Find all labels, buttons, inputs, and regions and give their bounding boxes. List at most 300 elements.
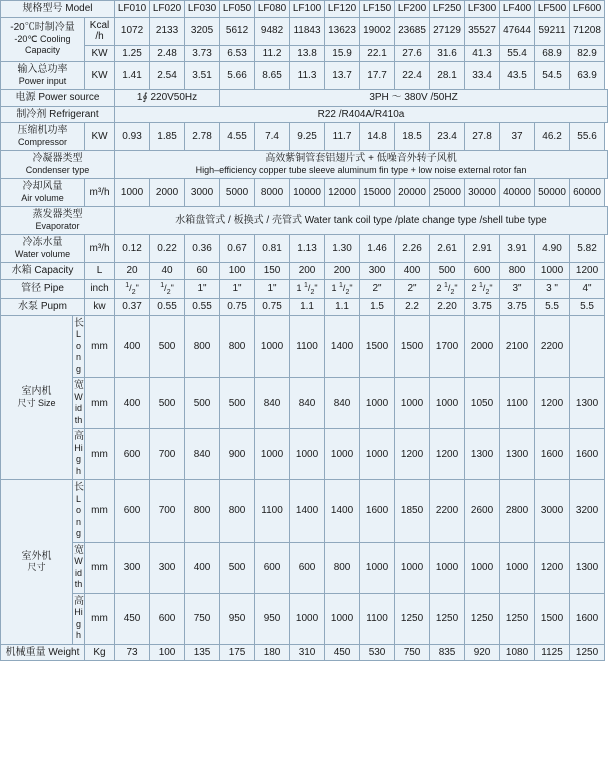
cell-cooling-capacity-0-11: 47644	[500, 17, 535, 45]
cell-pipe-0-5: 1 $^1/_2$"	[290, 279, 325, 299]
row-unit-indoor-size-1: mm	[85, 378, 115, 429]
row-label-condenser-type: 冷凝器类型 Condenser type	[1, 151, 115, 179]
cell-pipe-0-6: 1 $^1/_2$"	[325, 279, 360, 299]
cell-tank-capacity-0-9: 500	[430, 263, 465, 280]
cell-outdoor-size-0-5: 1400	[290, 480, 325, 543]
cell-outdoor-size-1-6: 800	[325, 542, 360, 593]
cell-water-volume-0-10: 2.91	[465, 235, 500, 263]
cell-cooling-capacity-1-5: 13.8	[290, 45, 325, 62]
row-unit-tank-capacity-0: L	[85, 263, 115, 280]
cell-pipe-0-13: 4"	[570, 279, 605, 299]
row-label-cooling-capacity: -20℃时制冷量 -20℃ Cooling Capacity	[1, 17, 85, 62]
cell-tank-capacity-0-0: 20	[115, 263, 150, 280]
cell-tank-capacity-0-12: 1000	[535, 263, 570, 280]
cell-cooling-capacity-0-5: 11843	[290, 17, 325, 45]
cell-indoor-size-2-7: 1000	[360, 429, 395, 480]
cell-outdoor-size-1-1: 300	[150, 542, 185, 593]
cell-pipe-0-1: $^1/_2$"	[150, 279, 185, 299]
table-row	[1, 593, 608, 644]
cell-machine-weight-0-1: 100	[150, 644, 185, 661]
cell-outdoor-size-2-9: 1250	[430, 593, 465, 644]
cell-machine-weight-0-7: 530	[360, 644, 395, 661]
cell-compressor-0-0: 0.93	[115, 123, 150, 151]
cell-indoor-size-2-4: 1000	[255, 429, 290, 480]
cell-outdoor-size-1-9: 1000	[430, 542, 465, 593]
cell-outdoor-size-0-0: 600	[115, 480, 150, 543]
cell-indoor-size-0-7: 1500	[360, 315, 395, 378]
cell-pipe-0-11: 3"	[500, 279, 535, 299]
cell-pipe-0-3: 1"	[220, 279, 255, 299]
cell-cooling-capacity-1-12: 68.9	[535, 45, 570, 62]
cell-air-volume-0-10: 30000	[465, 179, 500, 207]
cell-outdoor-size-0-7: 1600	[360, 480, 395, 543]
cell-compressor-0-12: 46.2	[535, 123, 570, 151]
cell-outdoor-size-0-12: 3000	[535, 480, 570, 543]
cell-tank-capacity-0-10: 600	[465, 263, 500, 280]
cell-machine-weight-0-8: 750	[395, 644, 430, 661]
table-row	[1, 45, 608, 62]
table-row	[1, 429, 608, 480]
cell-compressor-0-5: 9.25	[290, 123, 325, 151]
cell-outdoor-size-2-3: 950	[220, 593, 255, 644]
row-sublabel-outdoor-size-1: 宽 Width	[73, 542, 85, 593]
row-unit-outdoor-size-0: mm	[85, 480, 115, 543]
cell-power-input-0-0: 1.41	[115, 62, 150, 90]
row-label-power-source: 电源 Power source	[1, 90, 115, 107]
cell-outdoor-size-1-5: 600	[290, 542, 325, 593]
cell-outdoor-size-1-4: 600	[255, 542, 290, 593]
cell-power-input-0-12: 54.5	[535, 62, 570, 90]
header-model-LF030: LF030	[185, 1, 220, 18]
cell-pipe-0-12: 3 "	[535, 279, 570, 299]
header-model-LF050: LF050	[220, 1, 255, 18]
cell-indoor-size-0-13	[570, 315, 605, 378]
row-value-power-source-0: 1∮ 220V50Hz	[115, 90, 220, 107]
cell-tank-capacity-0-6: 200	[325, 263, 360, 280]
cell-outdoor-size-2-5: 1000	[290, 593, 325, 644]
cell-outdoor-size-1-8: 1000	[395, 542, 430, 593]
cell-water-pump-0-13: 5.5	[570, 299, 605, 316]
cell-water-volume-0-2: 0.36	[185, 235, 220, 263]
row-unit-pipe-0: inch	[85, 279, 115, 299]
cell-outdoor-size-0-3: 800	[220, 480, 255, 543]
cell-outdoor-size-0-4: 1100	[255, 480, 290, 543]
cell-cooling-capacity-0-8: 23685	[395, 17, 430, 45]
cell-water-pump-0-9: 2.20	[430, 299, 465, 316]
cell-air-volume-0-7: 15000	[360, 179, 395, 207]
cell-cooling-capacity-0-9: 27129	[430, 17, 465, 45]
cell-water-volume-0-12: 4.90	[535, 235, 570, 263]
cell-machine-weight-0-12: 1125	[535, 644, 570, 661]
table-row	[1, 123, 608, 151]
cell-cooling-capacity-1-6: 15.9	[325, 45, 360, 62]
header-model-LF300: LF300	[465, 1, 500, 18]
cell-indoor-size-2-5: 1000	[290, 429, 325, 480]
cell-outdoor-size-1-11: 1000	[500, 542, 535, 593]
cell-outdoor-size-0-2: 800	[185, 480, 220, 543]
cell-outdoor-size-2-0: 450	[115, 593, 150, 644]
cell-machine-weight-0-11: 1080	[500, 644, 535, 661]
cell-indoor-size-0-1: 500	[150, 315, 185, 378]
row-label-indoor-size: 室内机 尺寸 Size	[1, 315, 73, 480]
cell-machine-weight-0-6: 450	[325, 644, 360, 661]
cell-air-volume-0-11: 40000	[500, 179, 535, 207]
cell-outdoor-size-2-1: 600	[150, 593, 185, 644]
cell-pipe-0-7: 2"	[360, 279, 395, 299]
table-row	[1, 644, 608, 661]
cell-outdoor-size-2-6: 1000	[325, 593, 360, 644]
cell-outdoor-size-2-7: 1100	[360, 593, 395, 644]
cell-tank-capacity-0-4: 150	[255, 263, 290, 280]
cell-water-pump-0-8: 2.2	[395, 299, 430, 316]
row-label-water-volume: 冷冻水量 Water volume	[1, 235, 85, 263]
cell-outdoor-size-1-12: 1200	[535, 542, 570, 593]
row-label-compressor: 压缩机功率 Compressor	[1, 123, 85, 151]
cell-cooling-capacity-1-1: 2.48	[150, 45, 185, 62]
cell-cooling-capacity-1-13: 82.9	[570, 45, 605, 62]
cell-air-volume-0-2: 3000	[185, 179, 220, 207]
table-row	[1, 542, 608, 593]
cell-tank-capacity-0-5: 200	[290, 263, 325, 280]
cell-indoor-size-0-4: 1000	[255, 315, 290, 378]
cell-water-volume-0-5: 1.13	[290, 235, 325, 263]
cell-air-volume-0-12: 50000	[535, 179, 570, 207]
row-label-machine-weight: 机械重量 Weight	[1, 644, 85, 661]
cell-indoor-size-0-6: 1400	[325, 315, 360, 378]
cell-water-volume-0-13: 5.82	[570, 235, 605, 263]
cell-compressor-0-7: 14.8	[360, 123, 395, 151]
row-unit-power-input-0: KW	[85, 62, 115, 90]
table-row	[1, 480, 608, 543]
row-value-condenser-type-0: 高效紫铜管套铝翅片式 + 低噪音外转子风机 High–efficiency copper tube sleeve aluminum fin type + low noise external rotor fan	[115, 151, 608, 179]
cell-water-pump-0-3: 0.75	[220, 299, 255, 316]
cell-cooling-capacity-0-7: 19002	[360, 17, 395, 45]
cell-indoor-size-2-9: 1200	[430, 429, 465, 480]
table-row	[1, 151, 608, 179]
cell-machine-weight-0-13: 1250	[570, 644, 605, 661]
cell-indoor-size-0-8: 1500	[395, 315, 430, 378]
cell-indoor-size-2-11: 1300	[500, 429, 535, 480]
cell-outdoor-size-2-12: 1500	[535, 593, 570, 644]
cell-outdoor-size-2-2: 750	[185, 593, 220, 644]
cell-air-volume-0-3: 5000	[220, 179, 255, 207]
cell-cooling-capacity-0-1: 2133	[150, 17, 185, 45]
cell-outdoor-size-2-8: 1250	[395, 593, 430, 644]
table-row	[1, 62, 608, 90]
cell-power-input-0-10: 33.4	[465, 62, 500, 90]
cell-outdoor-size-1-2: 400	[185, 542, 220, 593]
cell-tank-capacity-0-13: 1200	[570, 263, 605, 280]
header-model-LF120: LF120	[325, 1, 360, 18]
cell-power-input-0-3: 5.66	[220, 62, 255, 90]
cell-indoor-size-1-1: 500	[150, 378, 185, 429]
cell-power-input-0-4: 8.65	[255, 62, 290, 90]
cell-indoor-size-1-5: 840	[290, 378, 325, 429]
cell-indoor-size-1-8: 1000	[395, 378, 430, 429]
cell-machine-weight-0-2: 135	[185, 644, 220, 661]
cell-indoor-size-1-6: 840	[325, 378, 360, 429]
cell-cooling-capacity-1-7: 22.1	[360, 45, 395, 62]
cell-pipe-0-2: 1"	[185, 279, 220, 299]
cell-indoor-size-1-13: 1300	[570, 378, 605, 429]
cell-indoor-size-0-2: 800	[185, 315, 220, 378]
table-row	[1, 263, 608, 280]
row-value-refrigerant-0: R22 /R404A/R410a	[115, 106, 608, 123]
table-row	[1, 279, 608, 299]
cell-cooling-capacity-0-0: 1072	[115, 17, 150, 45]
table-row	[1, 90, 608, 107]
row-unit-air-volume-0: m³/h	[85, 179, 115, 207]
row-sublabel-indoor-size-0: 长 Long	[73, 315, 85, 378]
header-model-LF010: LF010	[115, 1, 150, 18]
cell-tank-capacity-0-7: 300	[360, 263, 395, 280]
cell-power-input-0-13: 63.9	[570, 62, 605, 90]
cell-indoor-size-0-12: 2200	[535, 315, 570, 378]
cell-water-volume-0-3: 0.67	[220, 235, 255, 263]
cell-cooling-capacity-1-4: 11.2	[255, 45, 290, 62]
cell-machine-weight-0-3: 175	[220, 644, 255, 661]
cell-water-pump-0-12: 5.5	[535, 299, 570, 316]
row-sublabel-outdoor-size-0: 长 Long	[73, 480, 85, 543]
cell-machine-weight-0-4: 180	[255, 644, 290, 661]
row-unit-indoor-size-0: mm	[85, 315, 115, 378]
cell-cooling-capacity-1-10: 41.3	[465, 45, 500, 62]
cell-outdoor-size-0-10: 2600	[465, 480, 500, 543]
cell-pipe-0-0: $^1/_2$"	[115, 279, 150, 299]
cell-compressor-0-8: 18.5	[395, 123, 430, 151]
cell-outdoor-size-1-0: 300	[115, 542, 150, 593]
cell-outdoor-size-2-13: 1600	[570, 593, 605, 644]
table-row	[1, 299, 608, 316]
cell-machine-weight-0-0: 73	[115, 644, 150, 661]
header-model-LF200: LF200	[395, 1, 430, 18]
cell-cooling-capacity-0-3: 5612	[220, 17, 255, 45]
header-model-LF500: LF500	[535, 1, 570, 18]
cell-tank-capacity-0-11: 800	[500, 263, 535, 280]
cell-indoor-size-2-8: 1200	[395, 429, 430, 480]
cell-outdoor-size-2-4: 950	[255, 593, 290, 644]
cell-tank-capacity-0-3: 100	[220, 263, 255, 280]
cell-water-volume-0-1: 0.22	[150, 235, 185, 263]
cell-outdoor-size-2-11: 1250	[500, 593, 535, 644]
cell-cooling-capacity-1-11: 55.4	[500, 45, 535, 62]
header-model-LF600: LF600	[570, 1, 605, 18]
cell-power-input-0-11: 43.5	[500, 62, 535, 90]
cell-indoor-size-1-2: 500	[185, 378, 220, 429]
cell-water-volume-0-4: 0.81	[255, 235, 290, 263]
cell-power-input-0-7: 17.7	[360, 62, 395, 90]
row-unit-indoor-size-2: mm	[85, 429, 115, 480]
cell-water-pump-0-10: 3.75	[465, 299, 500, 316]
cell-cooling-capacity-0-13: 71208	[570, 17, 605, 45]
cell-outdoor-size-0-9: 2200	[430, 480, 465, 543]
cell-water-pump-0-7: 1.5	[360, 299, 395, 316]
cell-indoor-size-0-9: 1700	[430, 315, 465, 378]
table-row	[1, 315, 608, 378]
cell-machine-weight-0-10: 920	[465, 644, 500, 661]
cell-compressor-0-6: 11.7	[325, 123, 360, 151]
cell-power-input-0-6: 13.7	[325, 62, 360, 90]
row-unit-water-volume-0: m³/h	[85, 235, 115, 263]
cell-indoor-size-0-0: 400	[115, 315, 150, 378]
cell-indoor-size-1-11: 1100	[500, 378, 535, 429]
cell-machine-weight-0-5: 310	[290, 644, 325, 661]
cell-compressor-0-3: 4.55	[220, 123, 255, 151]
cell-outdoor-size-0-6: 1400	[325, 480, 360, 543]
row-unit-outdoor-size-1: mm	[85, 542, 115, 593]
cell-cooling-capacity-1-9: 31.6	[430, 45, 465, 62]
header-model-label: 规格型号 Model	[1, 1, 115, 18]
cell-pipe-0-9: 2 $^1/_2$"	[430, 279, 465, 299]
table-row	[1, 235, 608, 263]
cell-water-pump-0-11: 3.75	[500, 299, 535, 316]
cell-outdoor-size-0-1: 700	[150, 480, 185, 543]
cell-water-volume-0-8: 2.26	[395, 235, 430, 263]
cell-water-pump-0-2: 0.55	[185, 299, 220, 316]
cell-water-volume-0-7: 1.46	[360, 235, 395, 263]
cell-outdoor-size-0-13: 3200	[570, 480, 605, 543]
cell-outdoor-size-0-8: 1850	[395, 480, 430, 543]
cell-cooling-capacity-1-2: 3.73	[185, 45, 220, 62]
cell-indoor-size-2-0: 600	[115, 429, 150, 480]
cell-machine-weight-0-9: 835	[430, 644, 465, 661]
cell-compressor-0-2: 2.78	[185, 123, 220, 151]
cell-water-pump-0-6: 1.1	[325, 299, 360, 316]
header-model-LF150: LF150	[360, 1, 395, 18]
table-row	[1, 378, 608, 429]
cell-cooling-capacity-0-12: 59211	[535, 17, 570, 45]
cell-air-volume-0-13: 60000	[570, 179, 605, 207]
cell-water-pump-0-1: 0.55	[150, 299, 185, 316]
cell-air-volume-0-8: 20000	[395, 179, 430, 207]
cell-indoor-size-0-5: 1100	[290, 315, 325, 378]
row-sublabel-indoor-size-1: 宽 Width	[73, 378, 85, 429]
cell-power-input-0-1: 2.54	[150, 62, 185, 90]
cell-indoor-size-2-1: 700	[150, 429, 185, 480]
cell-compressor-0-10: 27.8	[465, 123, 500, 151]
cell-power-input-0-8: 22.4	[395, 62, 430, 90]
cell-indoor-size-1-10: 1050	[465, 378, 500, 429]
cell-tank-capacity-0-1: 40	[150, 263, 185, 280]
row-sublabel-outdoor-size-2: 高 High	[73, 593, 85, 644]
table-body	[1, 1, 608, 661]
row-unit-water-pump-0: kw	[85, 299, 115, 316]
cell-indoor-size-0-11: 2100	[500, 315, 535, 378]
cell-cooling-capacity-1-8: 27.6	[395, 45, 430, 62]
cell-outdoor-size-1-13: 1300	[570, 542, 605, 593]
table-row	[1, 179, 608, 207]
row-label-water-pump: 水泵 Pupm	[1, 299, 85, 316]
cell-water-pump-0-4: 0.75	[255, 299, 290, 316]
table-header-row	[1, 1, 608, 18]
table-row	[1, 17, 608, 45]
header-model-LF250: LF250	[430, 1, 465, 18]
cell-indoor-size-2-12: 1600	[535, 429, 570, 480]
cell-compressor-0-1: 1.85	[150, 123, 185, 151]
cell-indoor-size-0-3: 800	[220, 315, 255, 378]
row-value-power-source-1: 3PH ～ 380V /50HZ	[220, 90, 608, 107]
cell-outdoor-size-1-3: 500	[220, 542, 255, 593]
cell-water-volume-0-9: 2.61	[430, 235, 465, 263]
cell-power-input-0-2: 3.51	[185, 62, 220, 90]
cell-compressor-0-9: 23.4	[430, 123, 465, 151]
cell-cooling-capacity-0-2: 3205	[185, 17, 220, 45]
row-label-power-input: 输入总功率 Power input	[1, 62, 85, 90]
row-value-evaporator-0: 水箱盘管式 / 板换式 / 壳管式 Water tank coil type /plate change type /shell tube type	[115, 207, 608, 235]
cell-outdoor-size-1-7: 1000	[360, 542, 395, 593]
row-unit-machine-weight-0: Kg	[85, 644, 115, 661]
cell-cooling-capacity-1-0: 1.25	[115, 45, 150, 62]
cell-water-pump-0-0: 0.37	[115, 299, 150, 316]
cell-air-volume-0-4: 8000	[255, 179, 290, 207]
cell-cooling-capacity-0-6: 13623	[325, 17, 360, 45]
cell-indoor-size-1-0: 400	[115, 378, 150, 429]
cell-tank-capacity-0-2: 60	[185, 263, 220, 280]
cell-water-volume-0-11: 3.91	[500, 235, 535, 263]
cell-indoor-size-1-3: 500	[220, 378, 255, 429]
cell-indoor-size-2-6: 1000	[325, 429, 360, 480]
cell-pipe-0-8: 2"	[395, 279, 430, 299]
row-label-pipe: 管径 Pipe	[1, 279, 85, 299]
cell-air-volume-0-1: 2000	[150, 179, 185, 207]
cell-indoor-size-2-10: 1300	[465, 429, 500, 480]
cell-air-volume-0-0: 1000	[115, 179, 150, 207]
row-sublabel-indoor-size-2: 高 High	[73, 429, 85, 480]
cell-compressor-0-4: 7.4	[255, 123, 290, 151]
cell-air-volume-0-6: 12000	[325, 179, 360, 207]
header-model-LF100: LF100	[290, 1, 325, 18]
cell-indoor-size-1-12: 1200	[535, 378, 570, 429]
cell-indoor-size-2-13: 1600	[570, 429, 605, 480]
row-label-refrigerant: 制冷剂 Refrigerant	[1, 106, 115, 123]
row-label-tank-capacity: 水箱 Capacity	[1, 263, 85, 280]
cell-indoor-size-2-3: 900	[220, 429, 255, 480]
row-unit-outdoor-size-2: mm	[85, 593, 115, 644]
cell-pipe-0-10: 2 $^1/_2$"	[465, 279, 500, 299]
row-label-outdoor-size: 室外机 尺寸	[1, 480, 73, 645]
cell-indoor-size-1-9: 1000	[430, 378, 465, 429]
cell-cooling-capacity-1-3: 6.53	[220, 45, 255, 62]
cell-air-volume-0-9: 25000	[430, 179, 465, 207]
header-model-LF400: LF400	[500, 1, 535, 18]
row-unit-cooling-capacity-0: Kcal /h	[85, 17, 115, 45]
row-label-air-volume: 冷却风量 Air volume	[1, 179, 85, 207]
cell-indoor-size-2-2: 840	[185, 429, 220, 480]
cell-compressor-0-11: 37	[500, 123, 535, 151]
header-model-LF080: LF080	[255, 1, 290, 18]
cell-outdoor-size-1-10: 1000	[465, 542, 500, 593]
cell-indoor-size-1-7: 1000	[360, 378, 395, 429]
cell-water-volume-0-0: 0.12	[115, 235, 150, 263]
cell-outdoor-size-0-11: 2800	[500, 480, 535, 543]
header-model-LF020: LF020	[150, 1, 185, 18]
cell-cooling-capacity-0-4: 9482	[255, 17, 290, 45]
cell-tank-capacity-0-8: 400	[395, 263, 430, 280]
table-row	[1, 106, 608, 123]
cell-indoor-size-1-4: 840	[255, 378, 290, 429]
row-label-evaporator: 蒸发器类型 Evaporator	[1, 207, 115, 235]
cell-water-volume-0-6: 1.30	[325, 235, 360, 263]
row-unit-compressor-0: KW	[85, 123, 115, 151]
cell-indoor-size-0-10: 2000	[465, 315, 500, 378]
cell-water-pump-0-5: 1.1	[290, 299, 325, 316]
row-unit-cooling-capacity-1: KW	[85, 45, 115, 62]
cell-power-input-0-5: 11.3	[290, 62, 325, 90]
cell-cooling-capacity-0-10: 35527	[465, 17, 500, 45]
cell-air-volume-0-5: 10000	[290, 179, 325, 207]
cell-power-input-0-9: 28.1	[430, 62, 465, 90]
table-row	[1, 207, 608, 235]
